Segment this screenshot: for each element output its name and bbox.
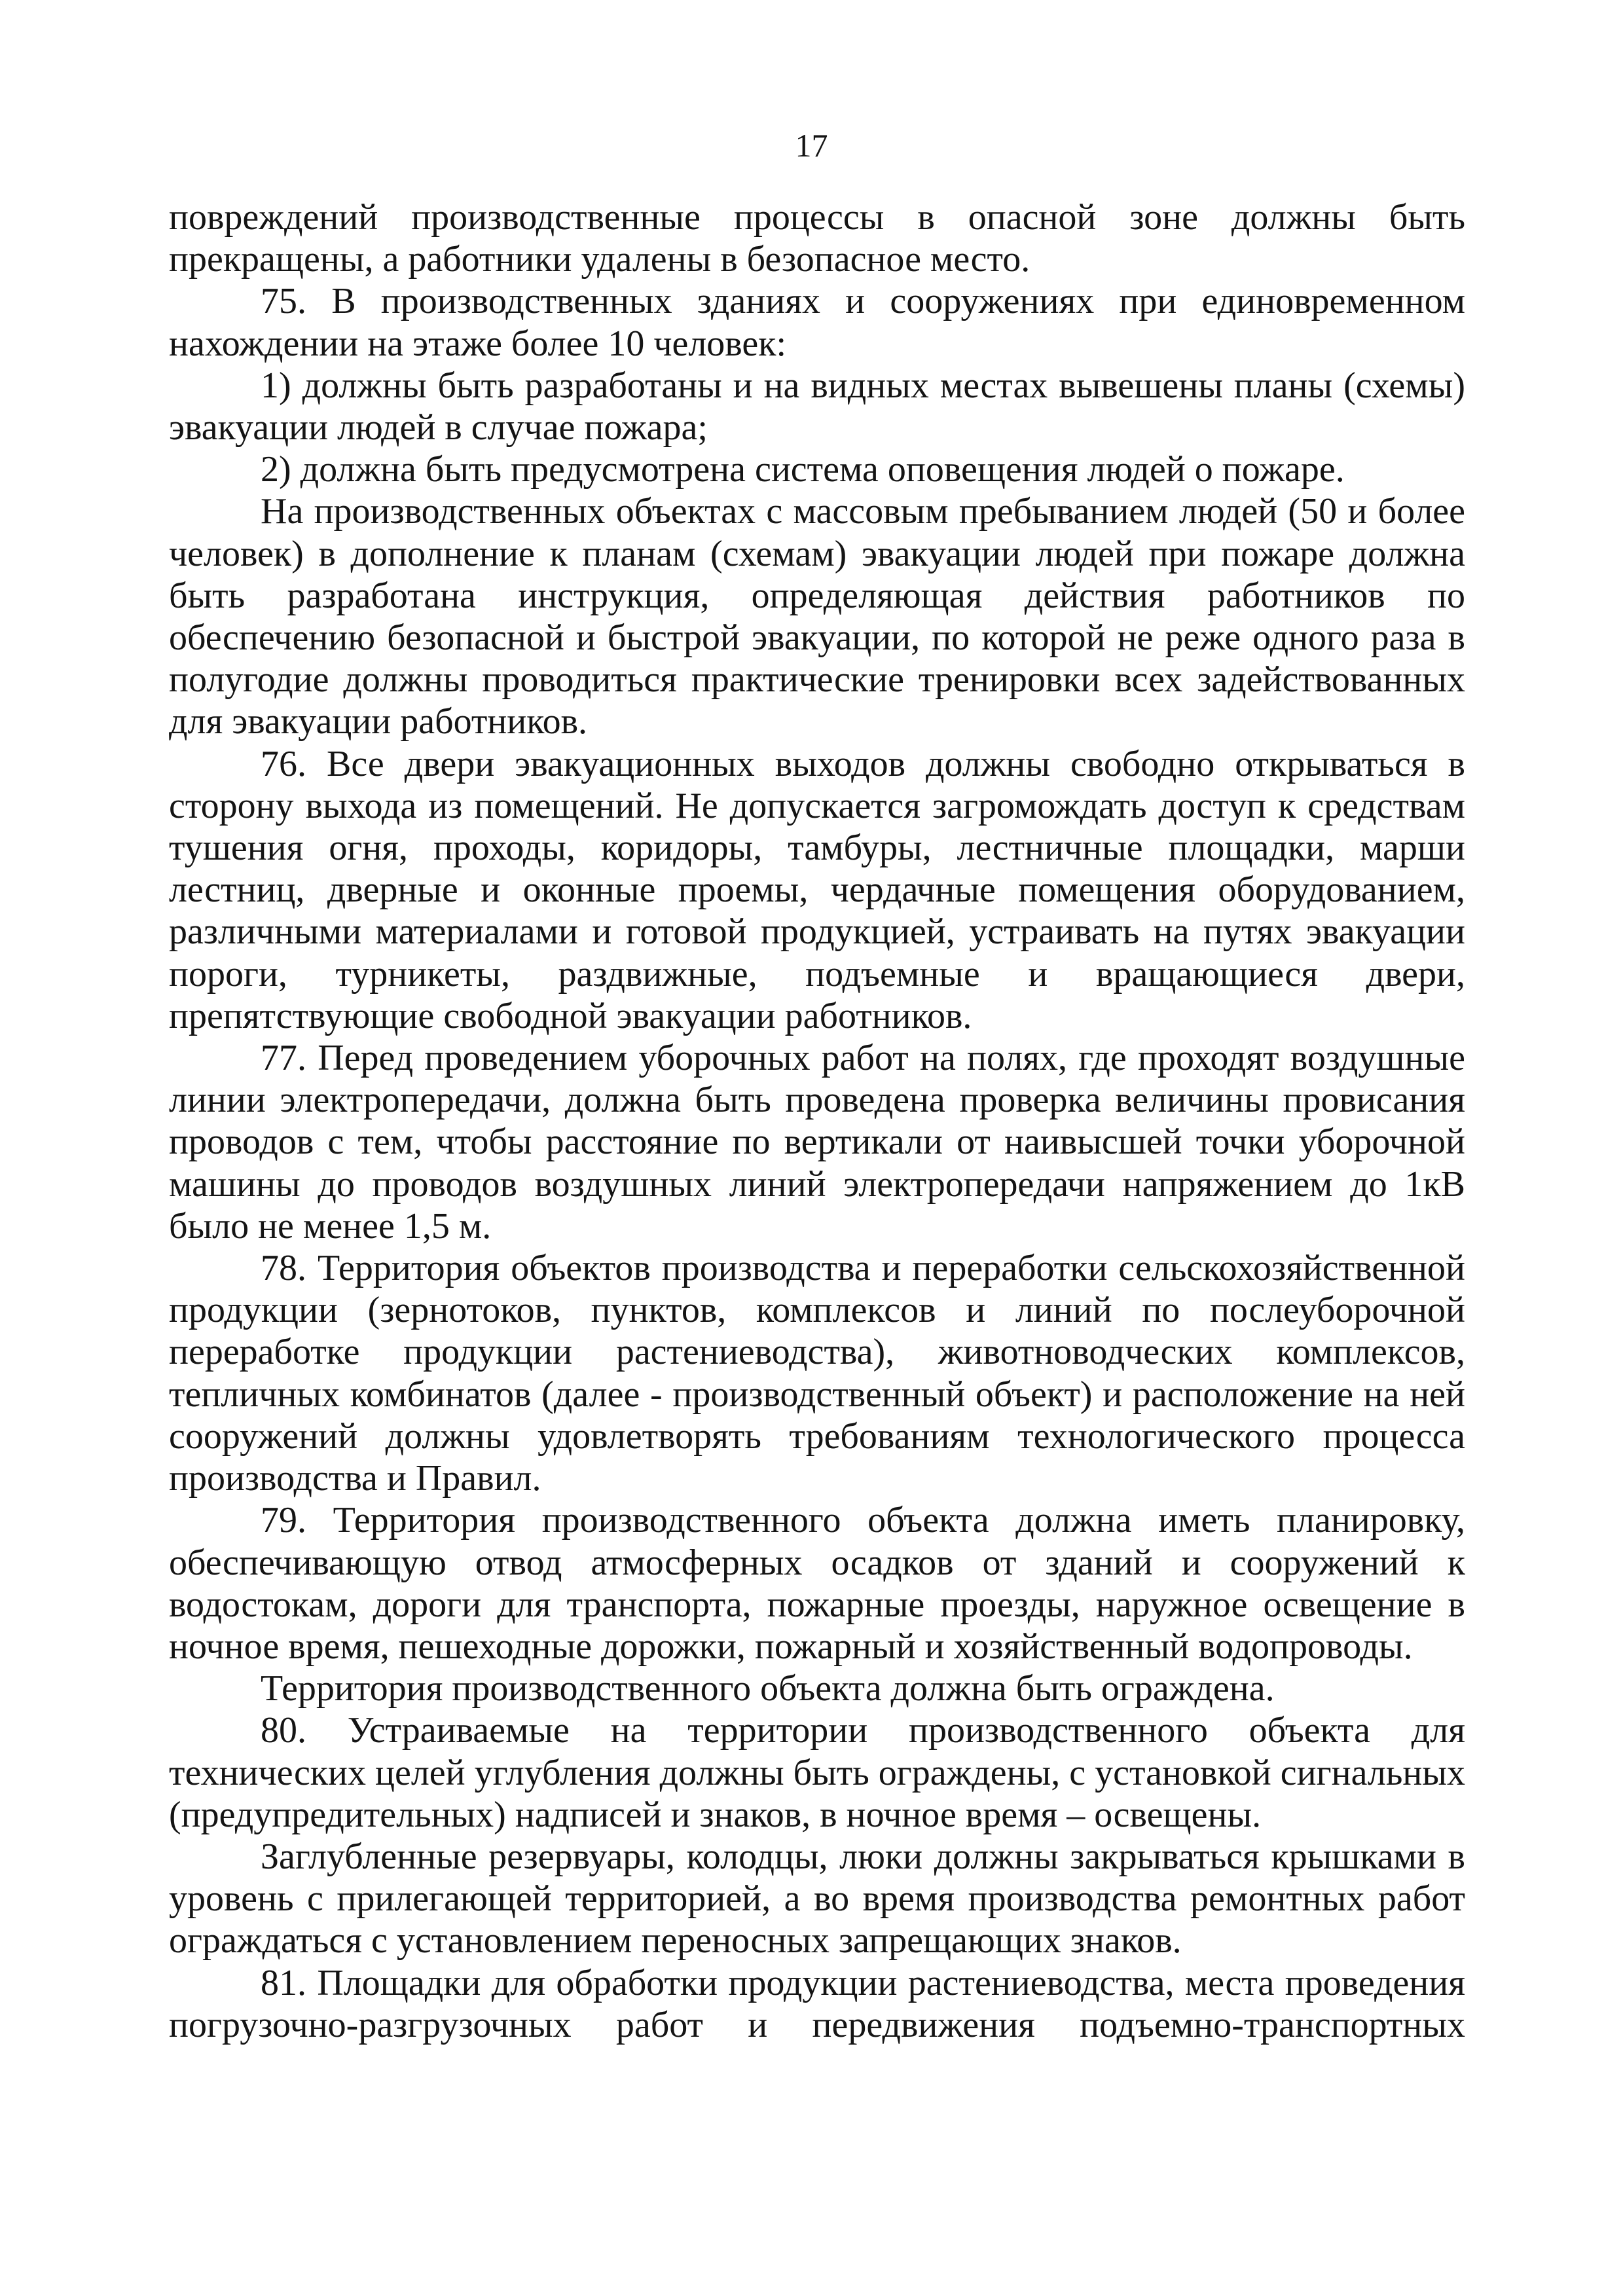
paragraph-76: 76. Все двери эвакуационных выходов должны свободно открываться в сторону выхода из помещений. Не допускается загромождать доступ к средствам тушения огня, проходы, коридоры, тамбуры, лестничные площадки, марши лестниц, дверные и оконные проемы, чердачные помещения оборудованием, различными материалами и готовой продукцией, устраивать на путях эвакуации пороги, турникеты, раздвижные, подъемные и вращающиеся двери, препятствующие свободной эвакуации работников. [169, 743, 1465, 1036]
paragraph-continuation: повреждений производственные процессы в опасной зоне должны быть прекращены, а работники удалены в безопасное место. [169, 197, 1465, 280]
paragraph-81: 81. Площадки для обработки продукции растениеводства, места проведения погрузочно-разгрузочных работ и передвижения подъемно-транспортных [169, 1962, 1465, 2045]
paragraph-75: 75. В производственных зданиях и сооружениях при единовременном нахождении на этаже более 10 человек: [169, 281, 1465, 364]
paragraph-78: 78. Территория объектов производства и переработки сельскохозяйственной продукции (зернотоков, пунктов, комплексов и линий по послеуборочной переработке продукции растениеводства), животноводческих комплексов, тепличных комбинатов (далее - производственный объект) и расположение на ней сооружений должны удовлетворять требованиям технологического процесса производства и Правил. [169, 1248, 1465, 1499]
paragraph-75-mass-presence: На производственных объектах с массовым пребыванием людей (50 и более человек) в дополнение к планам (схемам) эвакуации людей при пожаре должна быть разработана инструкция, определяющая действия работников по обеспечению безопасной и быстрой эвакуации, по которой не реже одного раза в полугодие должны проводиться практические тренировки всех задействованных для эвакуации работников. [169, 491, 1465, 742]
paragraph-75-item-2: 2) должна быть предусмотрена система оповещения людей о пожаре. [261, 449, 1345, 490]
paragraph-79: 79. Территория производственного объекта должна иметь планировку, обеспечивающую отвод атмосферных осадков от зданий и сооружений к водостокам, дороги для транспорта, пожарные проезды, наружное освещение в ночное время, пешеходные дорожки, пожарный и хозяйственный водопроводы. [169, 1500, 1465, 1667]
document-body [169, 196, 1465, 2046]
paragraph-77: 77. Перед проведением уборочных работ на полях, где проходят воздушные линии электропередачи, должна быть проведена проверка величины провисания проводов с тем, чтобы расстояние по вертикали от наивысшей точки уборочной машины до проводов воздушных линий электропередачи напряжением до 1кВ было не менее 1,5 м. [169, 1038, 1465, 1247]
paragraph-80-tanks: Заглубленные резервуары, колодцы, люки должны закрываться крышками в уровень с прилегающей территорией, а во время производства ремонтных работ ограждаться с установлением переносных запрещающих знаков. [169, 1836, 1465, 1961]
paragraph-75-item-1: 1) должны быть разработаны и на видных местах вывешены планы (схемы) эвакуации людей в случае пожара; [169, 365, 1465, 448]
paragraph-79-fence: Территория производственного объекта должна быть ограждена. [261, 1668, 1275, 1709]
page-number: 17 [795, 127, 828, 164]
paragraph-80: 80. Устраиваемые на территории производственного объекта для технических целей углубления должны быть ограждены, с установкой сигнальных (предупредительных) надписей и знаков, в ночное время – освещены. [169, 1710, 1465, 1835]
